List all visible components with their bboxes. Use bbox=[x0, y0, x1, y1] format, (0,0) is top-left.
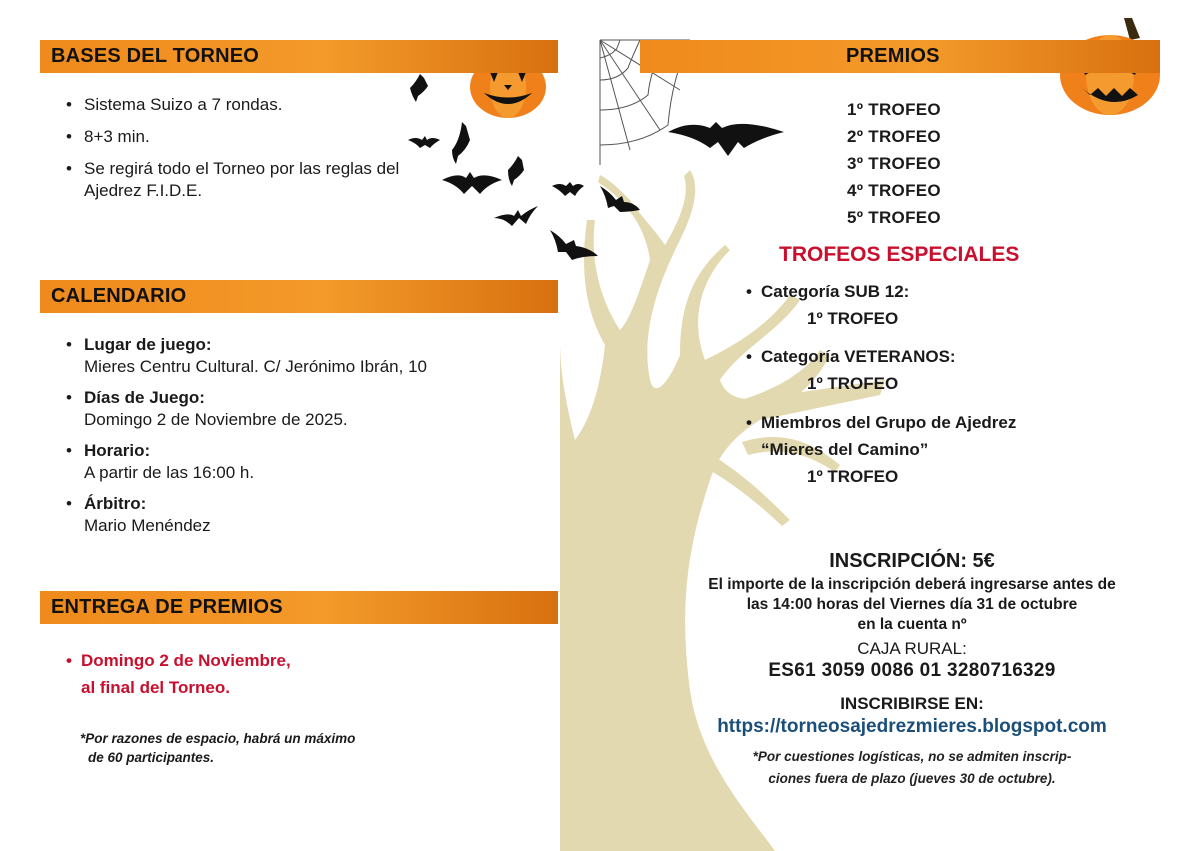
list-item: 5º TROFEO bbox=[847, 208, 941, 227]
category-name: “Mieres del Camino” bbox=[761, 440, 929, 459]
item-value: Mieres Centru Cultural. C/ Jerónimo Ibrán, 10 bbox=[84, 357, 427, 376]
item-label: • Días de Juego: bbox=[84, 388, 205, 407]
list-item: 2º TROFEO bbox=[847, 127, 941, 146]
inscripcion-text: en la cuenta nº bbox=[857, 616, 967, 633]
special-sub12: • Categoría SUB 12: 1º TROFEO bbox=[746, 278, 909, 332]
note-line: de 60 participantes. bbox=[88, 750, 215, 765]
item-value: Domingo 2 de Noviembre de 2025. bbox=[84, 410, 348, 429]
especiales-title: TROFEOS ESPECIALES bbox=[779, 243, 1020, 266]
bat-icon bbox=[442, 172, 502, 194]
special-grupo: • Miembros del Grupo de Ajedrez “Mieres del Camino” 1º TROFEO bbox=[746, 409, 1016, 490]
list-item bbox=[62, 334, 542, 378]
bat-icon bbox=[452, 122, 470, 164]
signup-link[interactable]: https://torneosajedrezmieres.blogspot.com bbox=[717, 716, 1107, 737]
bat-icon bbox=[668, 122, 784, 156]
item-label: • Horario: bbox=[84, 441, 151, 460]
list-item: • Se regirá todo el Torneo por las reglas del Ajedrez F.I.D.E. bbox=[62, 158, 422, 202]
inscripcion-title: INSCRIPCIÓN: 5€ bbox=[829, 550, 995, 572]
iban: ES61 3059 0086 01 3280716329 bbox=[768, 660, 1056, 681]
category-prize: 1º TROFEO bbox=[807, 374, 899, 393]
premios-banner bbox=[640, 40, 1160, 73]
inscripcion-text: las 14:00 horas del Viernes día 31 de octubre bbox=[746, 596, 1078, 613]
inscripcion-note: ciones fuera de plazo (jueves 30 de octubre). bbox=[768, 771, 1056, 786]
calendario-list bbox=[62, 334, 542, 546]
item-label: • Lugar de juego: bbox=[84, 335, 212, 354]
bat-icon bbox=[494, 206, 538, 226]
list-item: • 8+3 min. bbox=[62, 126, 422, 148]
entrega-banner bbox=[40, 591, 558, 624]
bank-name: CAJA RURAL: bbox=[857, 639, 967, 658]
category-prize: 1º TROFEO bbox=[807, 309, 899, 328]
calendario-title: CALENDARIO bbox=[51, 285, 187, 307]
list-item: 1º TROFEO bbox=[847, 100, 941, 119]
item-value: Mario Menéndez bbox=[84, 516, 211, 535]
inscripcion-block bbox=[662, 550, 1162, 790]
list-item: • Sistema Suizo a 7 rondas. bbox=[62, 94, 422, 116]
signup-label: INSCRIBIRSE EN: bbox=[840, 694, 984, 713]
list-item: 4º TROFEO bbox=[847, 181, 941, 200]
entrega-title: ENTREGA DE PREMIOS bbox=[51, 596, 283, 618]
bases-list bbox=[62, 94, 422, 202]
bat-icon bbox=[600, 186, 640, 212]
list-item: 3º TROFEO bbox=[847, 154, 941, 173]
entrega-line1: Domingo 2 de Noviembre, bbox=[81, 651, 291, 670]
list-item bbox=[62, 440, 542, 484]
category-label: Categoría VETERANOS: bbox=[761, 347, 956, 366]
bat-icon bbox=[552, 182, 584, 196]
premios-title: PREMIOS bbox=[846, 45, 940, 67]
special-veteranos: • Categoría VETERANOS: 1º TROFEO bbox=[746, 343, 956, 397]
calendario-banner bbox=[40, 280, 558, 313]
item-label: • Árbitro: bbox=[84, 494, 147, 513]
entrega-date: • Domingo 2 de Noviembre, al final del Torneo. bbox=[62, 647, 291, 701]
inscripcion-text: El importe de la inscripción deberá ingresarse antes de bbox=[708, 576, 1116, 593]
list-item bbox=[62, 387, 542, 431]
bat-icon bbox=[508, 156, 524, 186]
entrega-note bbox=[80, 729, 355, 767]
premios-list bbox=[847, 96, 941, 231]
category-prize: 1º TROFEO bbox=[807, 467, 899, 486]
note-line: *Por razones de espacio, habrá un máximo bbox=[80, 731, 356, 746]
bases-title: BASES DEL TORNEO bbox=[51, 45, 260, 67]
list-item bbox=[62, 493, 542, 537]
entrega-line2: al final del Torneo. bbox=[81, 678, 230, 697]
item-value: A partir de las 16:00 h. bbox=[84, 463, 255, 482]
category-label: Categoría SUB 12: bbox=[761, 282, 910, 301]
inscripcion-note: *Por cuestiones logísticas, no se admiten inscrip- bbox=[752, 749, 1072, 764]
bases-banner bbox=[40, 40, 558, 73]
category-label: Miembros del Grupo de Ajedrez bbox=[761, 413, 1017, 432]
